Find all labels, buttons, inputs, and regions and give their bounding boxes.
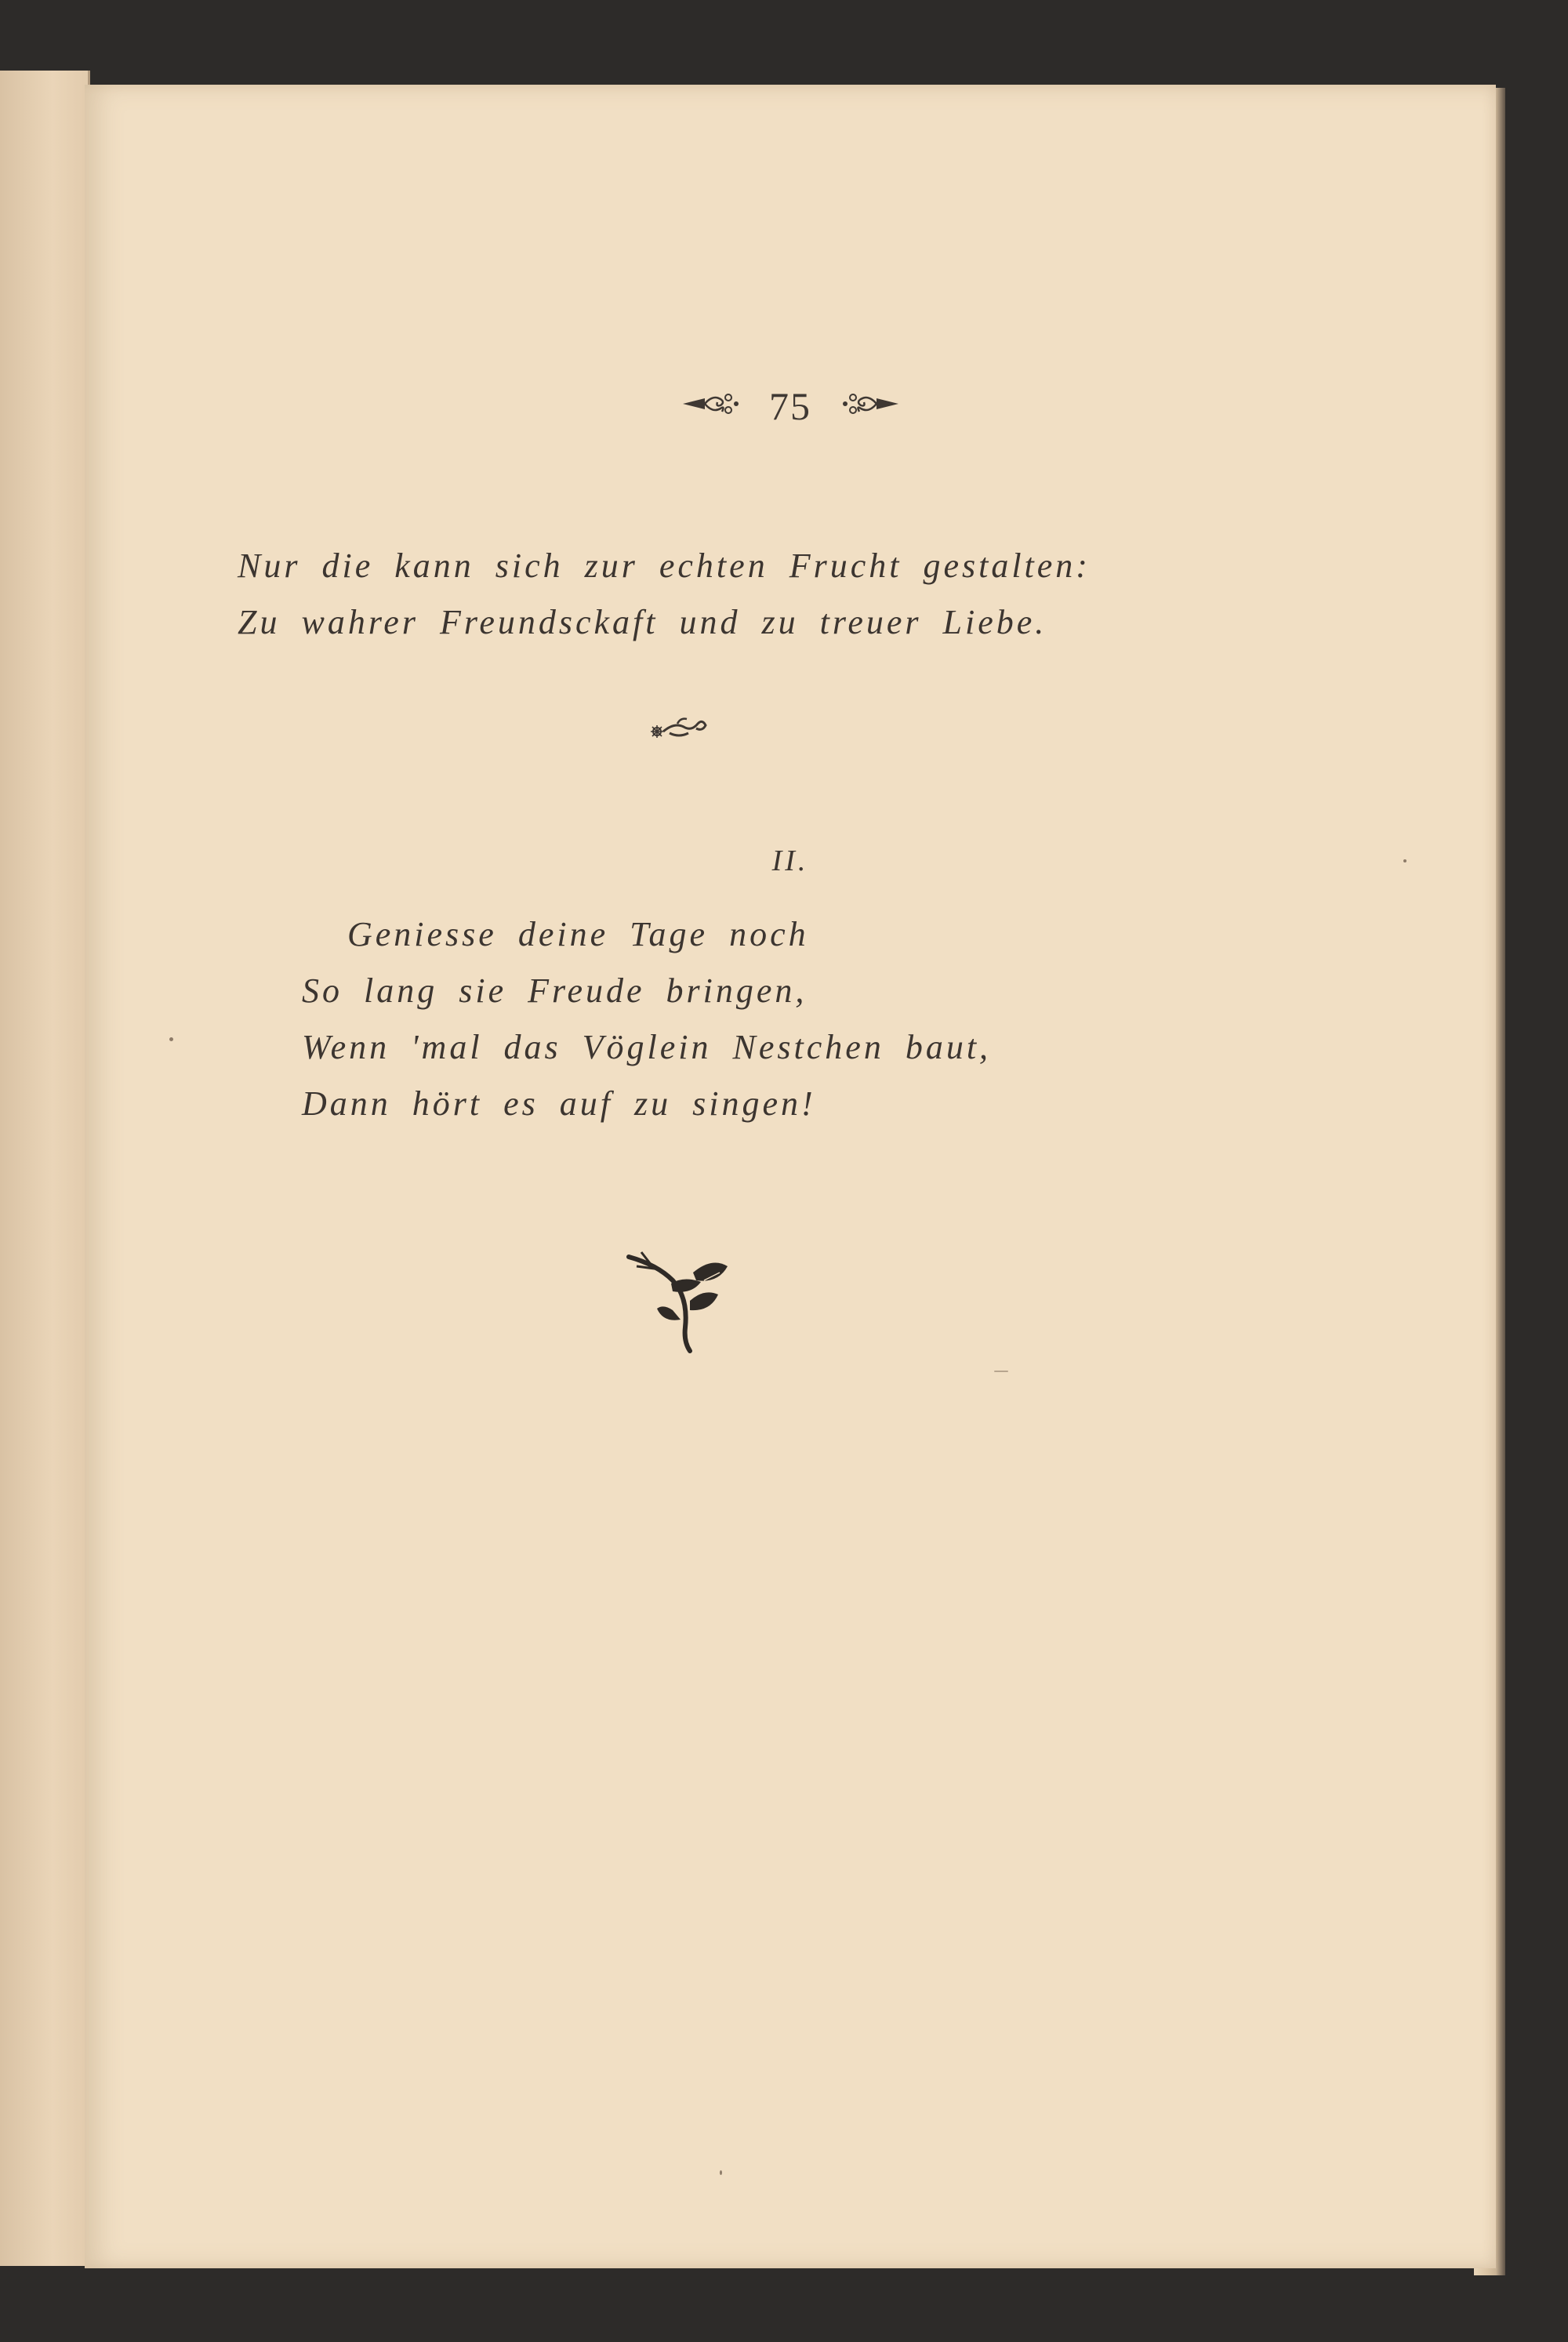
book-page xyxy=(85,85,1496,2268)
verse-stanza-2 xyxy=(302,906,991,1132)
verse-line: So lang sie Freude bringen, xyxy=(302,971,808,1010)
paper-speck xyxy=(1403,859,1406,862)
page-header xyxy=(85,379,1496,429)
left-page-edge xyxy=(0,71,90,2266)
verse-stanza-1 xyxy=(238,538,1091,651)
section-number: II. xyxy=(771,844,809,877)
leaf-sprig-icon xyxy=(626,1249,743,1363)
verse-line: Dann hört es auf zu singen! xyxy=(302,1084,816,1123)
fleuron-left-icon xyxy=(681,383,744,429)
verse-line: Nur die kann sich zur echten Frucht gestalten: xyxy=(238,546,1091,585)
paper-speck xyxy=(720,2170,722,2175)
floral-divider-icon xyxy=(646,708,709,751)
verse-line: Geniesse deine Tage noch xyxy=(347,915,809,953)
paper-speck xyxy=(994,1371,1008,1372)
paper-speck xyxy=(169,1037,173,1041)
verse-line: Wenn 'mal das Vöglein Nestchen baut, xyxy=(302,1028,992,1066)
fleuron-right-icon xyxy=(837,383,900,429)
verse-line: Zu wahrer Freundsckaft und zu treuer Liebe. xyxy=(238,603,1047,641)
page-number: 75 xyxy=(769,383,811,428)
